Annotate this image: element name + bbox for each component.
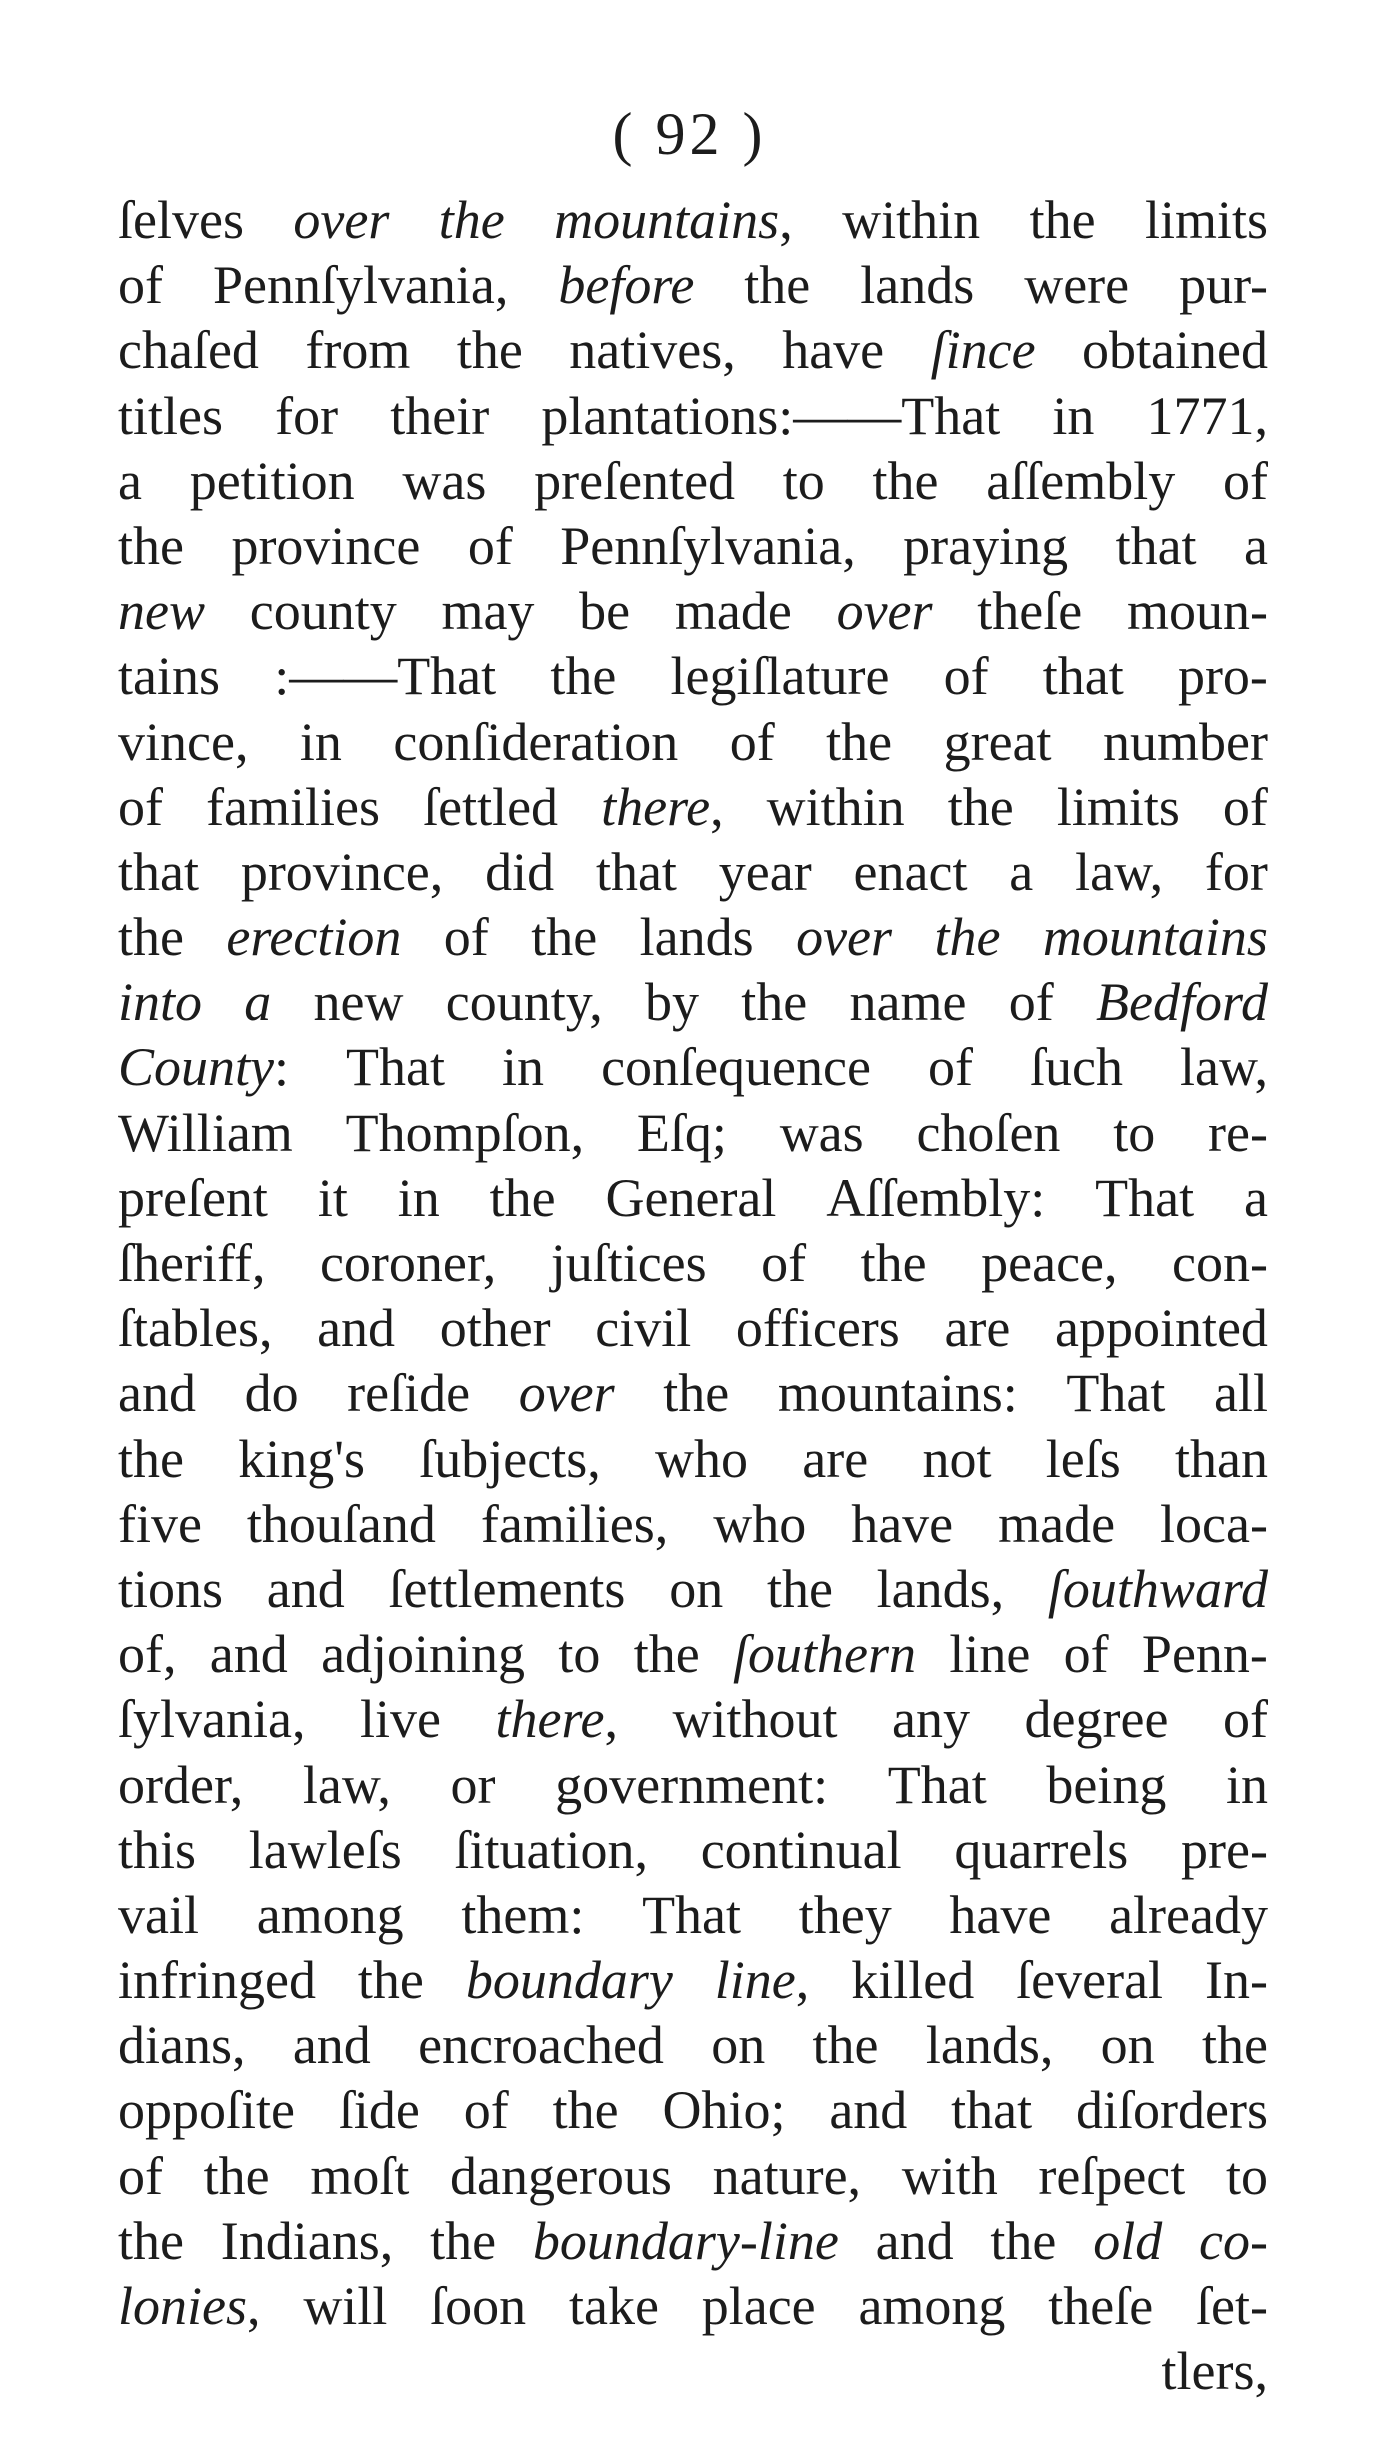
word: co- — [1199, 2210, 1268, 2271]
word: of — [761, 1233, 807, 1293]
word: petition — [189, 450, 355, 511]
word: chaſed — [118, 320, 259, 381]
word: preſented — [534, 450, 736, 511]
word: 1771, — [1146, 385, 1268, 446]
word: General — [605, 1167, 777, 1228]
word: who — [655, 1428, 748, 1489]
word: Eſq; — [636, 1102, 727, 1163]
word: not — [922, 1428, 992, 1489]
word: other — [439, 1298, 551, 1359]
word: civil — [595, 1298, 692, 1359]
word: live — [359, 1689, 441, 1750]
word: ſheriff, — [118, 1233, 266, 1293]
word: to — [782, 450, 825, 511]
text-line — [118, 1296, 1268, 1361]
word: diſorders — [1076, 2080, 1268, 2141]
word: was — [402, 450, 487, 511]
word: ſuch — [1029, 1037, 1123, 1098]
word: new — [313, 972, 404, 1033]
word: any — [892, 1689, 970, 1750]
word: reſide — [347, 1363, 471, 1424]
word: the — [1201, 2015, 1268, 2076]
page-number: ( 92 ) — [612, 101, 767, 167]
text-line — [118, 2013, 1268, 2078]
word: and — [118, 1363, 196, 1424]
text-line — [118, 1427, 1268, 1492]
word: there, — [495, 1689, 618, 1750]
text-line — [118, 449, 1268, 514]
word: the — [550, 646, 617, 707]
word: of — [467, 515, 513, 576]
word: conſequence — [601, 1037, 871, 1098]
word: limits — [1056, 776, 1180, 837]
word: their — [390, 385, 490, 446]
word: on — [711, 2015, 766, 2076]
word: families — [206, 776, 381, 837]
word: natives, — [569, 320, 736, 381]
text-line — [118, 905, 1268, 970]
text-line — [118, 2144, 1268, 2209]
text-line — [118, 710, 1268, 775]
word: lonies, — [118, 2276, 261, 2336]
word: erection — [226, 907, 402, 968]
word: a — [1244, 515, 1268, 576]
word: ſtables, — [118, 1298, 273, 1359]
word: a — [118, 450, 142, 511]
text-line — [118, 1492, 1268, 1557]
word: than — [1175, 1428, 1268, 1489]
word: line — [949, 1624, 1031, 1685]
word: law, — [1075, 841, 1164, 902]
word: ſide — [338, 2080, 420, 2141]
word: have — [851, 1493, 954, 1554]
word: are — [944, 1298, 1011, 1359]
word: province — [231, 515, 421, 576]
word: that — [118, 841, 199, 902]
word: over — [796, 907, 893, 968]
word: pre- — [1181, 1819, 1268, 1880]
word: king's — [238, 1428, 365, 1489]
word: of, — [118, 1624, 177, 1685]
word: and — [209, 1624, 288, 1685]
word: aſſembly — [986, 450, 1176, 511]
text-line — [118, 188, 1268, 253]
word: the — [531, 907, 598, 968]
text-line — [118, 1557, 1268, 1622]
word: this — [118, 1819, 197, 1880]
word: limits — [1144, 190, 1268, 250]
word: con- — [1172, 1233, 1268, 1293]
word: plantations:——That — [541, 385, 1001, 446]
word: were — [1024, 255, 1130, 316]
word: ſoon — [430, 2276, 527, 2336]
text-line — [118, 1231, 1268, 1296]
word: ſouthern — [733, 1624, 916, 1685]
word: law, — [302, 1754, 391, 1815]
word: dians, — [118, 2015, 246, 2076]
word: lands, — [925, 2015, 1054, 2076]
word: the — [741, 972, 808, 1033]
word: they — [798, 1884, 892, 1945]
word: the — [456, 320, 523, 381]
word: nature, — [712, 2145, 862, 2206]
word: the — [489, 1167, 556, 1228]
word: moſt — [310, 2145, 410, 2206]
word: mountains, — [554, 190, 793, 250]
word: among — [256, 1884, 404, 1945]
word: praying — [903, 515, 1069, 576]
word: or — [450, 1754, 496, 1815]
word: a — [1009, 841, 1034, 902]
word: ſettlements — [388, 1558, 626, 1619]
word: without — [672, 1689, 838, 1750]
word: did — [485, 841, 555, 902]
word: in — [1052, 385, 1095, 446]
word: ſubjects, — [419, 1428, 601, 1489]
word: killed — [851, 1950, 975, 2011]
word: name — [849, 972, 967, 1033]
text-line — [118, 1948, 1268, 2013]
word: to — [558, 1624, 601, 1685]
word: with — [901, 2145, 998, 2206]
word: mountains: — [777, 1363, 1018, 1424]
word: the — [552, 2080, 619, 2141]
word: continual — [700, 1819, 902, 1880]
text-line — [118, 253, 1268, 318]
text-line — [118, 318, 1268, 383]
word: vail — [118, 1884, 199, 1945]
word: in — [299, 711, 342, 772]
text-line — [118, 579, 1268, 644]
word: within — [766, 776, 905, 837]
word: year — [718, 841, 812, 902]
word: new — [118, 581, 205, 642]
word: the — [826, 711, 893, 772]
text-line — [118, 2209, 1268, 2274]
word: titles — [118, 385, 223, 446]
word: conſideration — [393, 711, 679, 772]
word: of — [943, 646, 989, 707]
word: on — [1100, 2015, 1155, 2076]
word: encroached — [418, 2015, 664, 2076]
word: moun- — [1126, 581, 1268, 642]
word: county, — [445, 972, 603, 1033]
word: adjoining — [321, 1624, 526, 1685]
text-line — [118, 775, 1268, 840]
word: are — [802, 1428, 869, 1489]
word: the — [1029, 190, 1096, 250]
word: of — [1222, 450, 1268, 511]
word: tions — [118, 1558, 224, 1619]
word: place — [701, 2276, 816, 2336]
word: leſs — [1045, 1428, 1121, 1489]
word: that — [1115, 515, 1197, 576]
text-line — [118, 2078, 1268, 2143]
word: ſeveral — [1016, 1950, 1164, 2011]
text-line — [118, 2339, 1268, 2404]
word: legiſlature — [670, 646, 890, 707]
word: and — [875, 2210, 954, 2271]
word: of — [118, 776, 163, 837]
word: in — [502, 1037, 545, 1098]
word: the — [947, 776, 1014, 837]
word: a — [244, 972, 272, 1033]
word: Pennſylvania, — [560, 515, 856, 576]
word: Thompſon, — [345, 1102, 585, 1163]
word: That — [642, 1884, 742, 1945]
text-line — [118, 2274, 1268, 2339]
word: the — [438, 190, 505, 250]
word: Pennſylvania, — [212, 255, 509, 316]
word: in — [1225, 1754, 1268, 1815]
word: to — [1113, 1102, 1156, 1163]
text-line — [118, 384, 1268, 449]
word: loca- — [1160, 1493, 1268, 1554]
word: enact — [853, 841, 968, 902]
word: preſent — [118, 1167, 268, 1228]
word: ſituation, — [454, 1819, 648, 1880]
word: five — [118, 1493, 202, 1554]
word: of — [1008, 972, 1054, 1033]
word: That — [1095, 1167, 1195, 1228]
word: already — [1109, 1884, 1268, 1945]
word: Penn- — [1141, 1624, 1268, 1685]
word: take — [568, 2276, 659, 2336]
word: old — [1093, 2210, 1163, 2271]
body-text — [118, 188, 1268, 2404]
word: it — [317, 1167, 348, 1228]
word: officers — [735, 1298, 900, 1359]
word: have — [782, 320, 885, 381]
word: boundary-line — [532, 2210, 839, 2271]
word: lands, — [876, 1558, 1005, 1619]
word: within — [842, 190, 981, 250]
word: reſpect — [1038, 2145, 1186, 2206]
word: province, — [240, 841, 444, 902]
word: appointed — [1054, 1298, 1268, 1359]
word: that — [1042, 646, 1124, 707]
word: and — [317, 1298, 396, 1359]
word: theſe — [1048, 2276, 1154, 2336]
word: re- — [1208, 1102, 1268, 1163]
word: vince, — [118, 711, 249, 772]
word: them: — [461, 1884, 585, 1945]
word: lands — [639, 907, 754, 968]
word: ſettled — [423, 776, 559, 837]
word: of — [927, 1037, 973, 1098]
word: of — [443, 907, 489, 968]
word: of — [729, 711, 775, 772]
word: that — [595, 841, 677, 902]
text-line — [118, 1035, 1268, 1100]
word: County: — [118, 1037, 290, 1098]
word: That — [346, 1037, 446, 1098]
word: to — [1225, 2145, 1268, 2206]
word: dangerous — [450, 2145, 672, 2206]
word: the — [744, 255, 811, 316]
word: the — [203, 2145, 270, 2206]
word: the — [872, 450, 939, 511]
word: into — [118, 972, 203, 1033]
text-line — [118, 1166, 1268, 1231]
word: Ohio; — [662, 2080, 786, 2141]
word: That — [887, 1754, 987, 1815]
word: ſylvania, — [118, 1689, 306, 1750]
word: mountains — [1042, 907, 1268, 968]
word: juſtices — [550, 1233, 707, 1293]
word: made — [998, 1493, 1116, 1554]
text-line — [118, 1883, 1268, 1948]
word: Bedford — [1096, 972, 1268, 1033]
word: quarrels — [954, 1819, 1129, 1880]
word: have — [949, 1884, 1052, 1945]
word: theſe — [977, 581, 1083, 642]
word: by — [645, 972, 700, 1033]
word: the — [990, 2210, 1057, 2271]
word: tlers, — [1161, 2341, 1268, 2402]
word: will — [303, 2276, 388, 2336]
word: of — [463, 2080, 509, 2141]
word: there, — [601, 776, 724, 837]
word: Aſſembly: — [826, 1167, 1046, 1228]
word: coroner, — [319, 1233, 497, 1293]
word: pro- — [1177, 646, 1268, 707]
word: the — [118, 515, 184, 576]
text-line — [118, 1361, 1268, 1426]
word: among — [858, 2276, 1006, 2336]
word: in — [397, 1167, 440, 1228]
word: of — [1222, 776, 1268, 837]
word: of — [1063, 1624, 1109, 1685]
word: of — [118, 255, 163, 316]
word: obtained — [1082, 320, 1268, 381]
word: the — [430, 2210, 497, 2271]
word: over — [836, 581, 933, 642]
word: county — [249, 581, 397, 642]
word: law, — [1180, 1037, 1268, 1098]
word: the — [860, 1233, 927, 1293]
word: and — [829, 2080, 908, 2141]
word: boundary — [465, 1950, 673, 2011]
word: the — [118, 2210, 184, 2271]
word: ſelves — [118, 190, 244, 250]
word: the — [118, 1428, 184, 1489]
word: government: — [555, 1754, 829, 1815]
word: may — [441, 581, 535, 642]
word: pur- — [1179, 255, 1268, 316]
text-line — [118, 840, 1268, 905]
text-line — [118, 1687, 1268, 1752]
word: of — [1222, 1689, 1268, 1750]
word: over — [293, 190, 390, 250]
word: line, — [714, 1950, 810, 2011]
text-line — [118, 514, 1268, 579]
word: before — [558, 255, 695, 316]
word: great — [943, 711, 1052, 772]
word: do — [244, 1363, 299, 1424]
word: number — [1102, 711, 1268, 772]
word: made — [674, 581, 792, 642]
text-line — [118, 1818, 1268, 1883]
text-line — [118, 644, 1268, 709]
word: In- — [1205, 1950, 1268, 2011]
word: peace, — [981, 1233, 1118, 1293]
word: from — [305, 320, 411, 381]
word: the — [934, 907, 1001, 968]
word: lawleſs — [248, 1819, 402, 1880]
word: the — [357, 1950, 424, 2011]
word: for — [1204, 841, 1268, 902]
word: families, — [480, 1493, 669, 1554]
word: order, — [118, 1754, 244, 1815]
word: :——That — [274, 646, 497, 707]
word: the — [118, 907, 184, 968]
word: oppoſite — [118, 2080, 295, 2141]
word: of — [118, 2145, 163, 2206]
word: Indians, — [220, 2210, 394, 2271]
word: ſet- — [1196, 2276, 1268, 2336]
word: that — [951, 2080, 1033, 2141]
word: degree — [1024, 1689, 1169, 1750]
word: William — [118, 1102, 293, 1163]
word: ſouthward — [1047, 1558, 1268, 1619]
word: That — [1066, 1363, 1166, 1424]
word: was — [779, 1102, 864, 1163]
text-line — [118, 1753, 1268, 1818]
text-line — [118, 970, 1268, 1035]
word: all — [1213, 1363, 1268, 1424]
word: infringed — [118, 1950, 316, 2011]
word: choſen — [916, 1102, 1061, 1163]
word: the — [633, 1624, 700, 1685]
word: over — [518, 1363, 615, 1424]
word: lands — [860, 255, 975, 316]
word: the — [766, 1558, 833, 1619]
word: on — [669, 1558, 724, 1619]
word: the — [812, 2015, 879, 2076]
word: and — [292, 2015, 371, 2076]
word: the — [663, 1363, 730, 1424]
text-line — [118, 1622, 1268, 1687]
word: a — [1244, 1167, 1268, 1228]
word: thouſand — [246, 1493, 436, 1554]
word: tains — [118, 646, 220, 707]
word: who — [713, 1493, 807, 1554]
text-line — [118, 1101, 1268, 1166]
word: and — [266, 1558, 345, 1619]
word: being — [1046, 1754, 1167, 1815]
word: be — [579, 581, 631, 642]
word: for — [275, 385, 339, 446]
word: ſince — [930, 320, 1036, 381]
